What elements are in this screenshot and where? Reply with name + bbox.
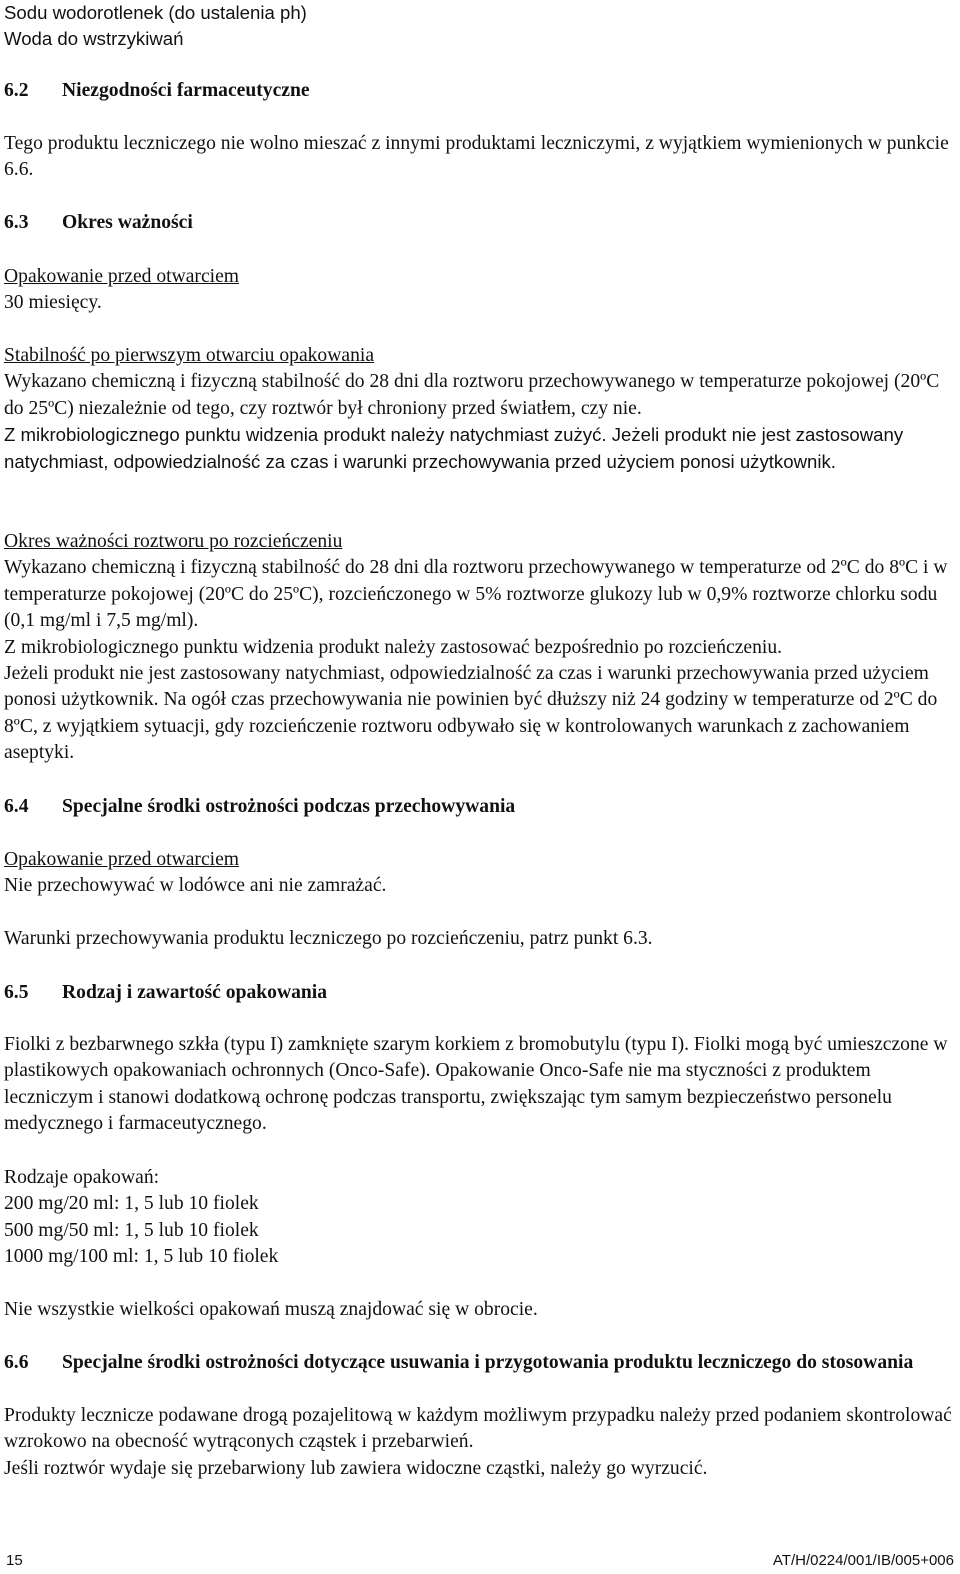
- inspection-note: Produkty lecznicze podawane drogą pozajelitową w każdym możliwym przypadku należy przed podaniem skontrolować wzrokowo na obecność wytrąconych cząstek i przebarwień.: [4, 1405, 952, 1453]
- excipient-item: Sodu wodorotlenek (do ustalenia ph): [4, 2, 307, 23]
- section-number: 6.2: [4, 80, 29, 101]
- diluted-responsibility-note: Jeżeli produkt nie jest zastosowany natychmiast, odpowiedzialność za czas i warunki przechowywania przed użyciem ponosi użytkownik. Na ogół czas przechowywania nie powinien być dłuższy niż 24 godziny w temperaturze od 2ºC do 8ºC, z wyjątkiem sytuacji, gdy rozcieńczenie roztworu odbywało się w kontrolowanych warunkach z zachowaniem aseptyki.: [4, 663, 938, 764]
- shelf-life-unopened: [4, 264, 954, 317]
- marketing-note: Nie wszystkie wielkości opakowań muszą znajdować się w obrocie.: [4, 1299, 538, 1320]
- stability-after-opening: [4, 343, 954, 475]
- section-number: 6.5: [4, 982, 29, 1003]
- shelf-life-value: 30 miesięcy.: [4, 292, 102, 314]
- section-heading-6-3: [4, 210, 193, 236]
- section-heading-6-5: [4, 980, 327, 1006]
- excipient-item: Woda do wstrzykiwań: [4, 28, 184, 50]
- section-heading-6-6: [4, 1350, 954, 1376]
- section-title: Rodzaj i zawartość opakowania: [62, 982, 328, 1003]
- section-heading-6-2: [4, 78, 310, 104]
- pack-sizes: [4, 1165, 954, 1271]
- diluted-stability-text: Wykazano chemiczną i fizyczną stabilność do 28 dni dla roztworu przechowywanego w temperaturze od 2ºC do 8ºC i w temperaturze pokojowej (20ºC do 25ºC), rozcieńczonego w 5% roztworze glukozy lub w 0,9% roztworze chlorku sodu (0,1 mg/ml i 7,5 mg/ml).: [4, 557, 948, 632]
- page-number: 15: [6, 1552, 23, 1569]
- diluted-shelf-life: [4, 529, 954, 767]
- section-title: Okres ważności: [62, 212, 193, 233]
- pack-size-item: 200 mg/20 ml: 1, 5 lub 10 fiolek: [4, 1193, 259, 1215]
- section-title: Specjalne środki ostrożności dotyczące usuwania i przygotowania produktu leczniczego do stosowania: [62, 1352, 914, 1373]
- section-title: Niezgodności farmaceutyczne: [62, 80, 310, 101]
- stability-text: Wykazano chemiczną i fizyczną stabilność do 28 dni dla roztworu przechowywanego w temperaturze pokojowej (20ºC do 25ºC) niezależnie od tego, czy roztwór był chroniony przed światłem, czy nie.: [4, 371, 940, 419]
- disposal-text: [4, 1403, 954, 1482]
- diluted-microbiology-note: Z mikrobiologicznego punktu widzenia produkt należy zastosować bezpośrednio po rozcieńczeniu.: [4, 636, 783, 658]
- section-title: Specjalne środki ostrożności podczas przechowywania: [62, 796, 516, 817]
- storage-unopened: [4, 847, 954, 900]
- container-description: Fiolki z bezbarwnego szkła (typu I) zamknięte szarym korkiem z bromobutylu (typu I). Fiolki mogą być umieszczone w plastikowych opakowaniach ochronnych (Onco-Safe). Opakowanie Onco-Safe nie ma styczności z produktem leczniczym i stanowi dodatkową ochronę podczas transportu, zwiększając tym samym bezpieczeństwo personelu medycznego i farmaceutycznego.: [4, 1034, 948, 1135]
- subsection-title: Okres ważności roztworu po rozcieńczeniu: [4, 531, 343, 552]
- section-number: 6.4: [4, 796, 29, 817]
- pack-size-item: 500 mg/50 ml: 1, 5 lub 10 fiolek: [4, 1219, 259, 1241]
- section-number: 6.6: [4, 1352, 29, 1373]
- section-heading-6-4: [4, 794, 515, 820]
- document-reference: AT/H/0224/001/IB/005+006: [772, 1552, 954, 1569]
- pack-sizes-title: Rodzaje opakowań:: [4, 1167, 160, 1188]
- discard-note: Jeśli roztwór wydaje się przebarwiony lub zawiera widoczne cząstki, należy go wyrzucić.: [4, 1457, 708, 1479]
- incompatibilities-text: Tego produktu leczniczego nie wolno mieszać z innymi produktami leczniczymi, z wyjątkiem wymienionych w punkcie 6.6.: [4, 133, 949, 181]
- storage-instruction: Nie przechowywać w lodówce ani nie zamrażać.: [4, 875, 387, 897]
- section-number: 6.3: [4, 212, 29, 233]
- subsection-title: Stabilność po pierwszym otwarciu opakowania: [4, 345, 375, 366]
- subsection-title: Opakowanie przed otwarciem: [4, 266, 240, 287]
- subsection-title: Opakowanie przed otwarciem: [4, 849, 240, 870]
- storage-diluted-ref: Warunki przechowywania produktu leczniczego po rozcieńczeniu, patrz punkt 6.3.: [4, 928, 653, 949]
- microbiology-note: Z mikrobiologicznego punktu widzenia produkt należy natychmiast zużyć. Jeżeli produkt nie jest zastosowany natychmiast, odpowiedzialność za czas i warunki przechowywania przed użyciem ponosi użytkownik.: [4, 424, 904, 472]
- excipient-list: [4, 0, 954, 53]
- pack-size-item: 1000 mg/100 ml: 1, 5 lub 10 fiolek: [4, 1246, 279, 1268]
